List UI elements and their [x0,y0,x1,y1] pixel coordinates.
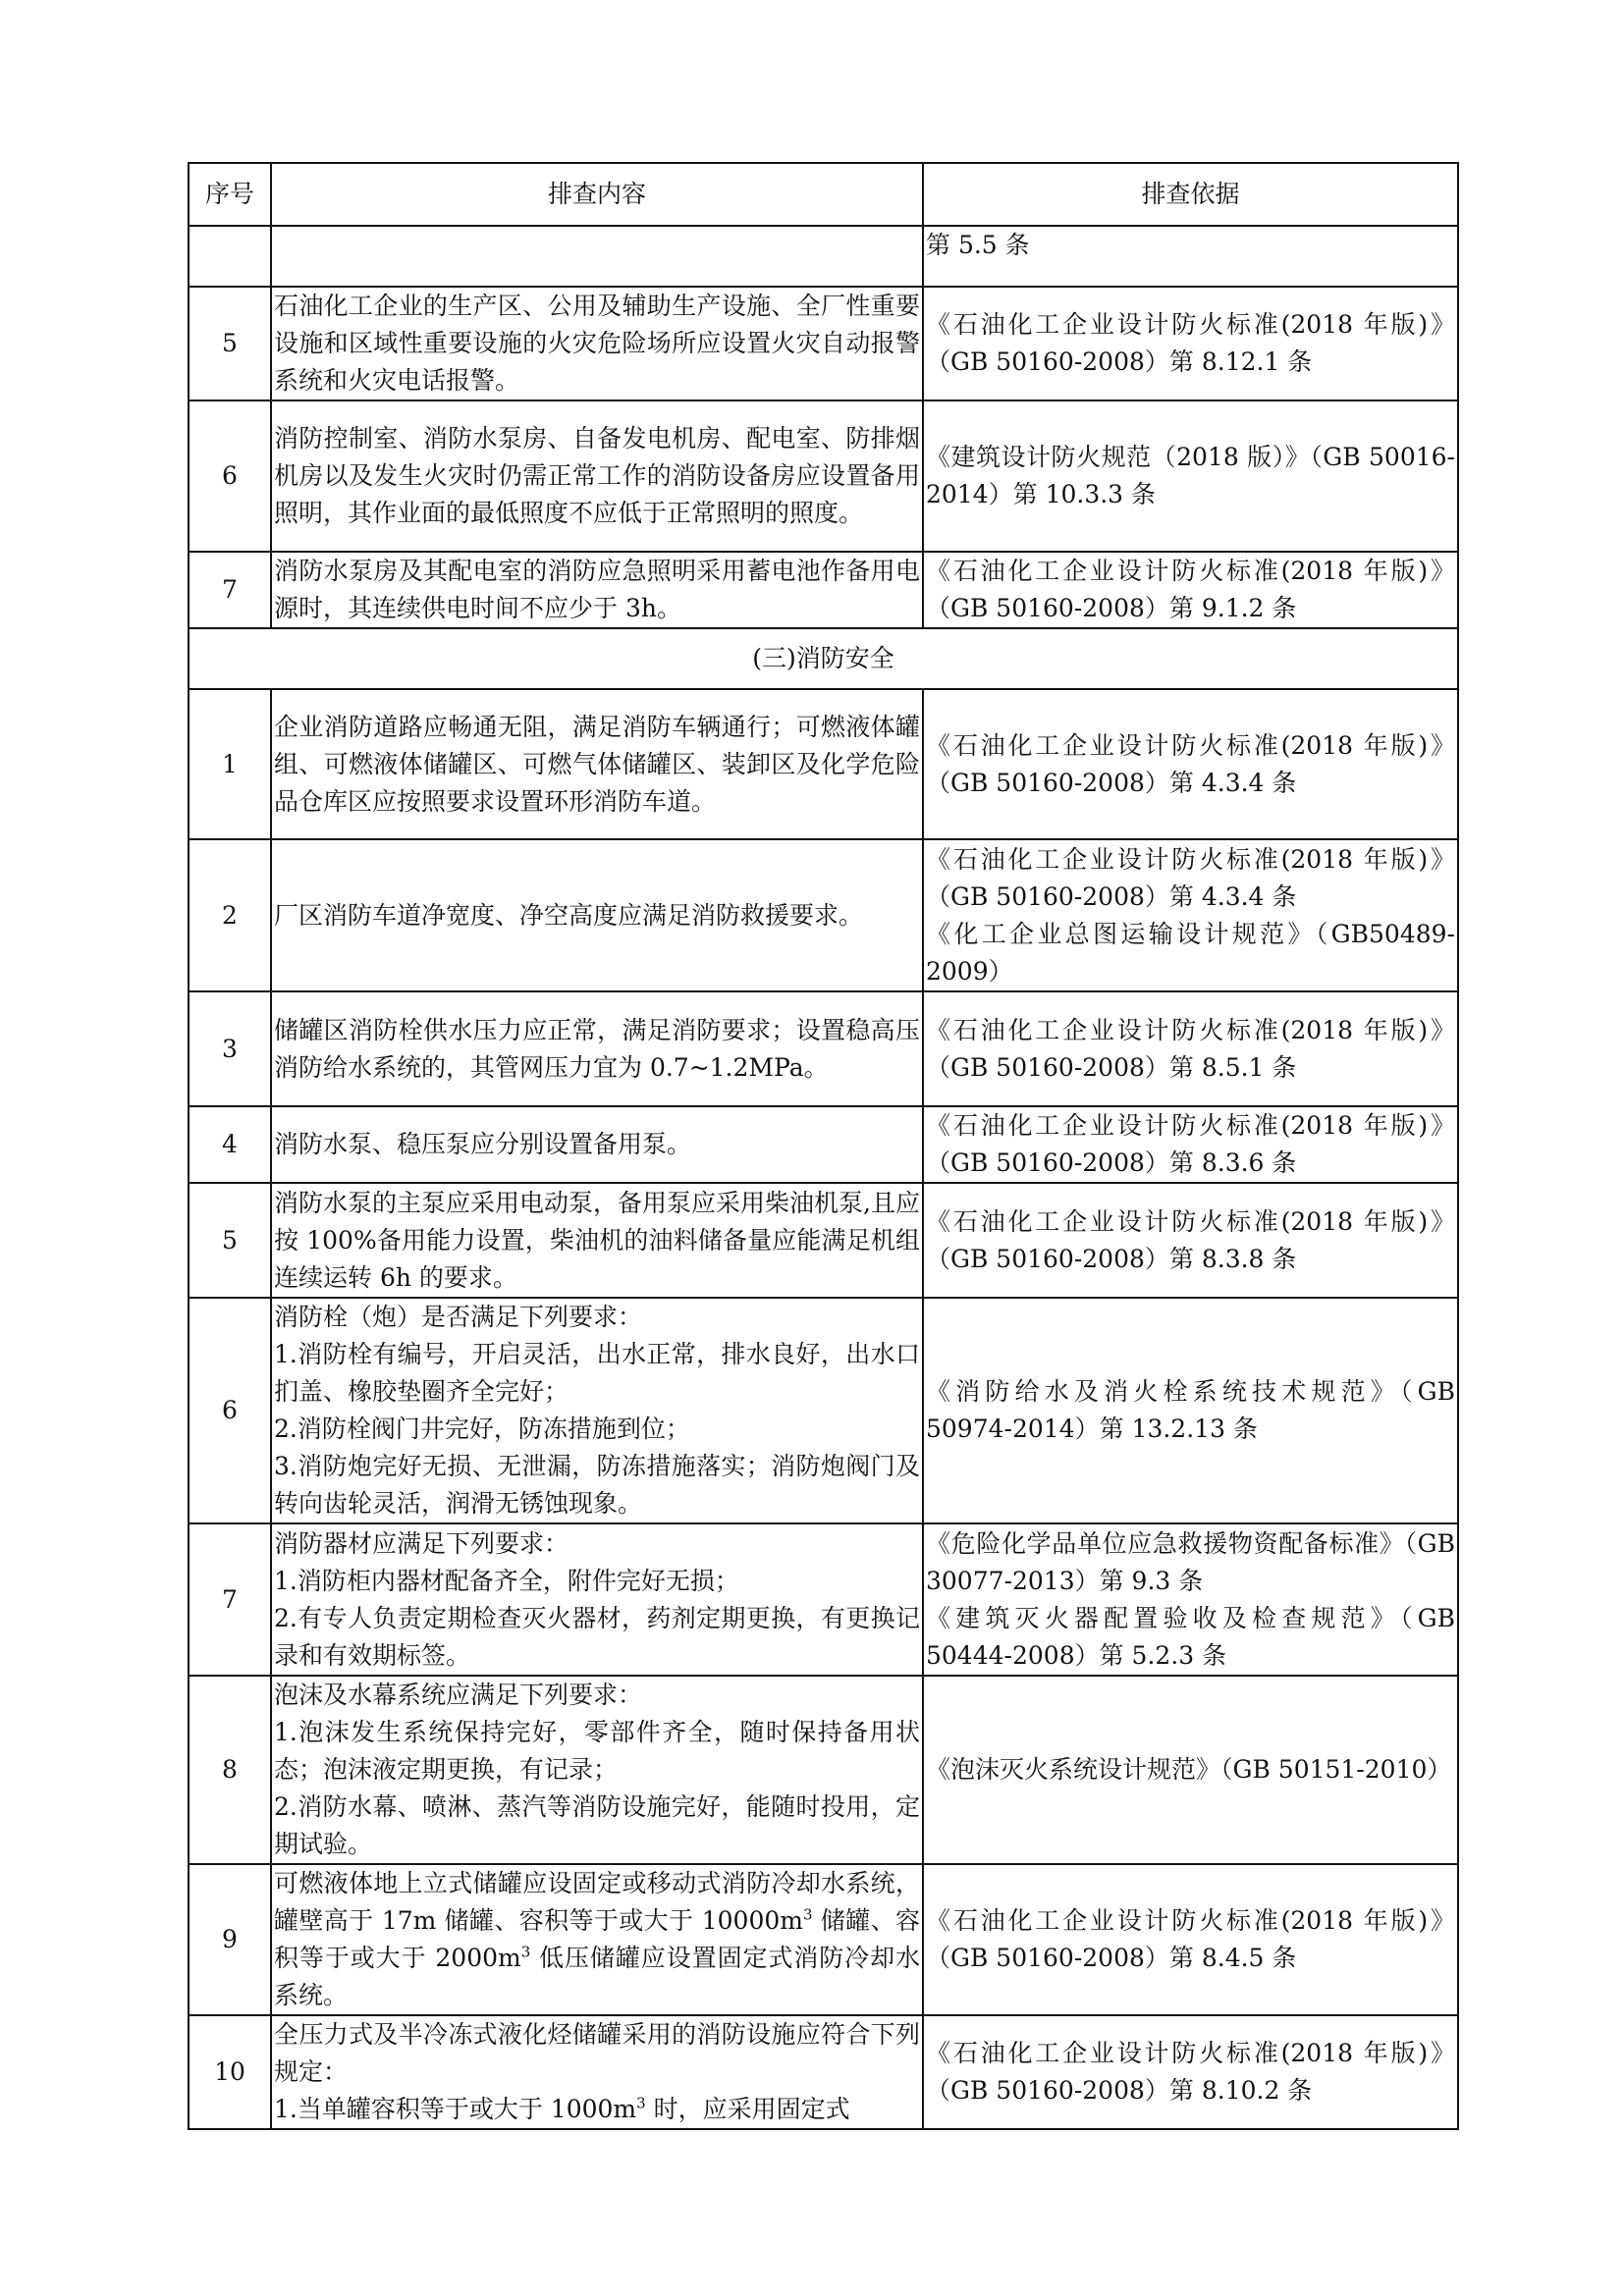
content-cell [271,1864,923,2015]
content-cell: 消防控制室、消防水泵房、自备发电机房、配电室、防排烟机房以及发生火灾时仍需正常工作的消防设备房应设置备用照明，其作业面的最低照度不应低于正常照明的照度。 [271,400,923,552]
content-cell: 消防水泵房及其配电室的消防应急照明采用蓄电池作备用电源时，其连续供电时间不应少于 3h。 [271,552,923,628]
content-cell: 储罐区消防栓供水压力应正常，满足消防要求；设置稳高压消防给水系统的，其管网压力宜为 0.7~1.2MPa。 [271,991,923,1106]
basis-cell: 《石油化工企业设计防火标准(2018 年版)》（GB 50160-2008）第 8.5.1 条 [923,991,1458,1106]
seq-cell: 6 [189,400,271,552]
header-basis: 排查依据 [923,163,1458,226]
content-text: 全压力式及半冷冻式液化烃储罐采用的消防设施应符合下列规定： 1.当单罐容积等于或大于 1000m [274,2020,920,2123]
content-cell: 企业消防道路应畅通无阻，满足消防车辆通行；可燃液体罐组、可燃液体储罐区、可燃气体储罐区、装卸区及化学危险品仓库区应按照要求设置环形消防车道。 [271,689,923,839]
basis-cell: 《石油化工企业设计防火标准(2018 年版)》（GB 50160-2008）第 9.1.2 条 [923,552,1458,628]
superscript: 3 [802,1905,813,1924]
basis-cell: 《危险化学品单位应急救援物资配备标准》（GB 30077-2013）第 9.3 条 《建筑灭火器配置验收及检查规范》（GB 50444-2008）第 5.2.3 条 [923,1523,1458,1676]
content-cell: 泡沫及水幕系统应满足下列要求： 1.泡沫发生系统保持完好，零部件齐全，随时保持备用状态；泡沫液定期更换，有记录； 2.消防水幕、喷淋、蒸汽等消防设施完好，能随时投用，定期试验。 [271,1676,923,1864]
content-cell: 消防器材应满足下列要求： 1.消防柜内器材配备齐全，附件完好无损； 2.有专人负责定期检查灭火器材，药剂定期更换，有更换记录和有效期标签。 [271,1523,923,1676]
seq-cell: 8 [189,1676,271,1864]
seq-cell: 4 [189,1106,271,1183]
table-row [189,991,1458,1106]
content-cell: 消防水泵、稳压泵应分别设置备用泵。 [271,1106,923,1183]
basis-cell: 《石油化工企业设计防火标准(2018 年版)》（GB 50160-2008）第 8.4.5 条 [923,1864,1458,2015]
basis-cell: 《石油化工企业设计防火标准(2018 年版)》（GB 50160-2008）第 8.12.1 条 [923,287,1458,400]
table-row [189,287,1458,400]
seq-cell: 9 [189,1864,271,2015]
content-text: 储罐、容积等于或大于 2000m [274,1906,920,1972]
table-row [189,226,1458,287]
basis-cell: 第 5.5 条 [923,226,1458,287]
basis-cell: 《石油化工企业设计防火标准(2018 年版)》（GB 50160-2008）第 4.3.4 条 《化工企业总图运输设计规范》（GB50489-2009） [923,839,1458,991]
table-header-row [189,163,1458,226]
basis-cell: 《建筑设计防火规范（2018 版）》（GB 50016-2014）第 10.3.3 条 [923,400,1458,552]
table-row [189,839,1458,991]
table-row [189,1523,1458,1676]
content-cell [271,2015,923,2129]
table-row [189,1183,1458,1298]
table-row [189,1676,1458,1864]
seq-cell: 2 [189,839,271,991]
header-content: 排查内容 [271,163,923,226]
content-cell: 石油化工企业的生产区、公用及辅助生产设施、全厂性重要设施和区域性重要设施的火灾危险场所应设置火灾自动报警系统和火灾电话报警。 [271,287,923,400]
content-cell: 消防栓（炮）是否满足下列要求： 1.消防栓有编号，开启灵活，出水正常，排水良好，出水口扪盖、橡胶垫圈齐全完好； 2.消防栓阀门井完好，防冻措施到位； 3.消防炮完好无损、无泄漏，防冻措施落实；消防炮阀门及转向齿轮灵活，润滑无锈蚀现象。 [271,1298,923,1523]
section-title: (三)消防安全 [189,628,1458,689]
header-seq: 序号 [189,163,271,226]
table-row [189,2015,1458,2129]
table-row [189,1298,1458,1523]
section-row [189,628,1458,689]
seq-cell [189,226,271,287]
seq-cell: 7 [189,552,271,628]
superscript: 3 [636,2094,646,2112]
content-text: 时，应采用固定式 [645,2095,850,2123]
table-row [189,552,1458,628]
basis-cell: 《石油化工企业设计防火标准(2018 年版)》（GB 50160-2008）第 8.3.8 条 [923,1183,1458,1298]
basis-cell: 《石油化工企业设计防火标准(2018 年版)》（GB 50160-2008）第 8.10.2 条 [923,2015,1458,2129]
seq-cell: 5 [189,1183,271,1298]
seq-cell: 1 [189,689,271,839]
superscript: 3 [520,1943,531,1961]
content-cell: 厂区消防车道净宽度、净空高度应满足消防救援要求。 [271,839,923,991]
table-row [189,689,1458,839]
content-cell: 消防水泵的主泵应采用电动泵，备用泵应采用柴油机泵,且应按 100%备用能力设置，柴油机的油料储备量应能满足机组连续运转 6h 的要求。 [271,1183,923,1298]
table-row [189,400,1458,552]
seq-cell: 6 [189,1298,271,1523]
basis-cell: 《石油化工企业设计防火标准(2018 年版)》（GB 50160-2008）第 8.3.6 条 [923,1106,1458,1183]
content-text: 可燃液体地上立式储罐应设固定或移动式消防冷却水系统，罐壁高于 17m 储罐、容积等于或大于 10000m [274,1869,920,1935]
basis-cell: 《泡沫灭火系统设计规范》（GB 50151-2010） [923,1676,1458,1864]
seq-cell: 7 [189,1523,271,1676]
seq-cell: 3 [189,991,271,1106]
seq-cell: 5 [189,287,271,400]
table-row [189,1864,1458,2015]
table-row [189,1106,1458,1183]
basis-cell: 《消防给水及消火栓系统技术规范》（GB 50974-2014）第 13.2.13 条 [923,1298,1458,1523]
inspection-table [188,162,1459,2130]
content-cell [271,226,923,287]
content-text: 低压储罐应设置固定式消防冷却水系统。 [274,1944,920,2009]
seq-cell: 10 [189,2015,271,2129]
basis-cell: 《石油化工企业设计防火标准(2018 年版)》（GB 50160-2008）第 4.3.4 条 [923,689,1458,839]
